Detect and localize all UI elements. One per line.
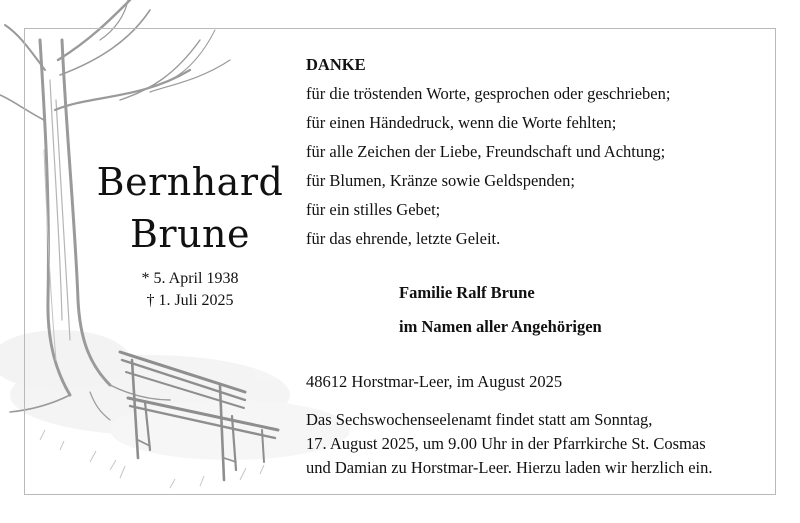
place-date: 48612 Horstmar-Leer, im August 2025 <box>306 372 563 391</box>
thanks-line: für die tröstenden Worte, gesprochen oder geschrieben; <box>306 84 671 103</box>
birth-date: * 5. April 1938 <box>141 270 239 287</box>
deceased-first-name: Bernhard <box>96 160 284 204</box>
signature-family: Familie Ralf Brune <box>399 283 535 302</box>
thanks-heading: DANKE <box>306 55 366 74</box>
thanks-line: für einen Händedruck, wenn die Worte fehlten; <box>306 113 617 132</box>
service-line: Das Sechswochenseelenamt findet statt am Sonntag, <box>306 410 653 429</box>
thanks-line: für Blumen, Kränze sowie Geldspenden; <box>306 171 575 190</box>
death-date: † 1. Juli 2025 <box>146 292 234 309</box>
thanks-line: für das ehrende, letzte Geleit. <box>306 229 501 248</box>
service-line: 17. August 2025, um 9.00 Uhr in der Pfarrkirche St. Cosmas <box>306 434 706 453</box>
signature-on-behalf: im Namen aller Angehörigen <box>399 317 602 336</box>
thanks-line: für ein stilles Gebet; <box>306 200 441 219</box>
service-line: und Damian zu Horstmar-Leer. Hierzu laden wir herzlich ein. <box>306 458 713 477</box>
thanks-line: für alle Zeichen der Liebe, Freundschaft und Achtung; <box>306 142 666 161</box>
deceased-last-name: Brune <box>129 212 251 256</box>
